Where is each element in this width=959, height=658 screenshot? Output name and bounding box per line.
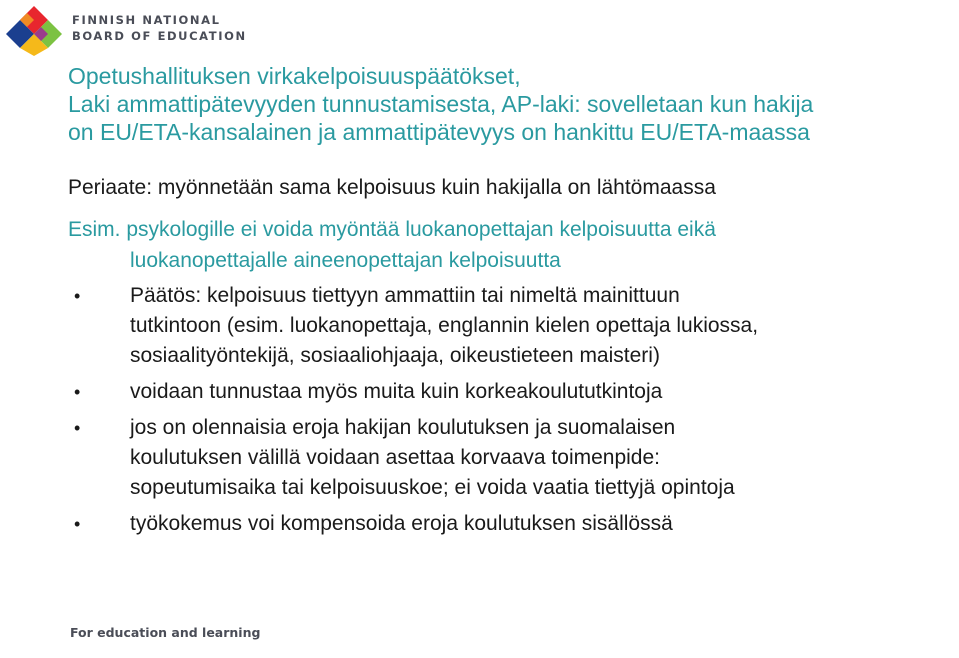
org-name-line2: BOARD OF EDUCATION xyxy=(72,29,247,43)
bullet-line: tutkintoon (esim. luokanopettaja, englannin kielen opettaja lukiossa, xyxy=(130,314,759,337)
principle-text: Periaate: myönnetään sama kelpoisuus kuin hakijalla on lähtömaassa xyxy=(68,176,716,199)
list-item xyxy=(68,377,948,407)
bullet-list xyxy=(68,281,948,545)
fnbe-logo xyxy=(4,4,64,58)
example-line2: luokanopettajalle aineenopettajan kelpoisuutta xyxy=(130,249,561,272)
example-text xyxy=(68,214,716,276)
example-line1: Esim. psykologille ei voida myöntää luokanopettajan kelpoisuutta eikä xyxy=(68,218,716,241)
bullet-icon: • xyxy=(74,514,81,534)
footer-tagline: For education and learning xyxy=(70,625,261,640)
bullet-line: Päätös: kelpoisuus tiettyyn ammattiin tai nimeltä mainittuun xyxy=(130,284,680,307)
bullet-line: voidaan tunnustaa myös muita kuin korkeakoulututkintoja xyxy=(130,380,663,403)
bullet-line: koulutuksen välillä voidaan asettaa korvaava toimenpide: xyxy=(130,446,660,469)
list-item xyxy=(68,281,948,371)
bullet-line: sopeutumisaika tai kelpoisuuskoe; ei voida vaatia tiettyjä opintoja xyxy=(130,476,735,499)
bullet-icon: • xyxy=(74,418,81,438)
list-item xyxy=(68,509,948,539)
slide-title-line3: on EU/ETA-kansalainen ja ammattipätevyys on hankittu EU/ETA-maassa xyxy=(68,119,810,145)
slide-title-line2: Laki ammattipätevyyden tunnustamisesta, AP-laki: sovelletaan kun hakija xyxy=(68,91,814,117)
list-item xyxy=(68,413,948,503)
bullet-line: sosiaalityöntekijä, sosiaaliohjaaja, oikeustieteen maisteri) xyxy=(130,344,660,367)
slide-title-line1: Opetushallituksen virkakelpoisuuspäätökset, xyxy=(68,63,521,89)
bullet-line: työkokemus voi kompensoida eroja koulutuksen sisällössä xyxy=(130,512,673,535)
bullet-icon: • xyxy=(74,382,81,402)
org-name-line1: FINNISH NATIONAL xyxy=(72,13,221,27)
bullet-icon: • xyxy=(74,286,81,306)
slide-title xyxy=(68,62,948,146)
org-name xyxy=(72,12,247,44)
bullet-line: jos on olennaisia eroja hakijan koulutuksen ja suomalaisen xyxy=(130,416,676,439)
